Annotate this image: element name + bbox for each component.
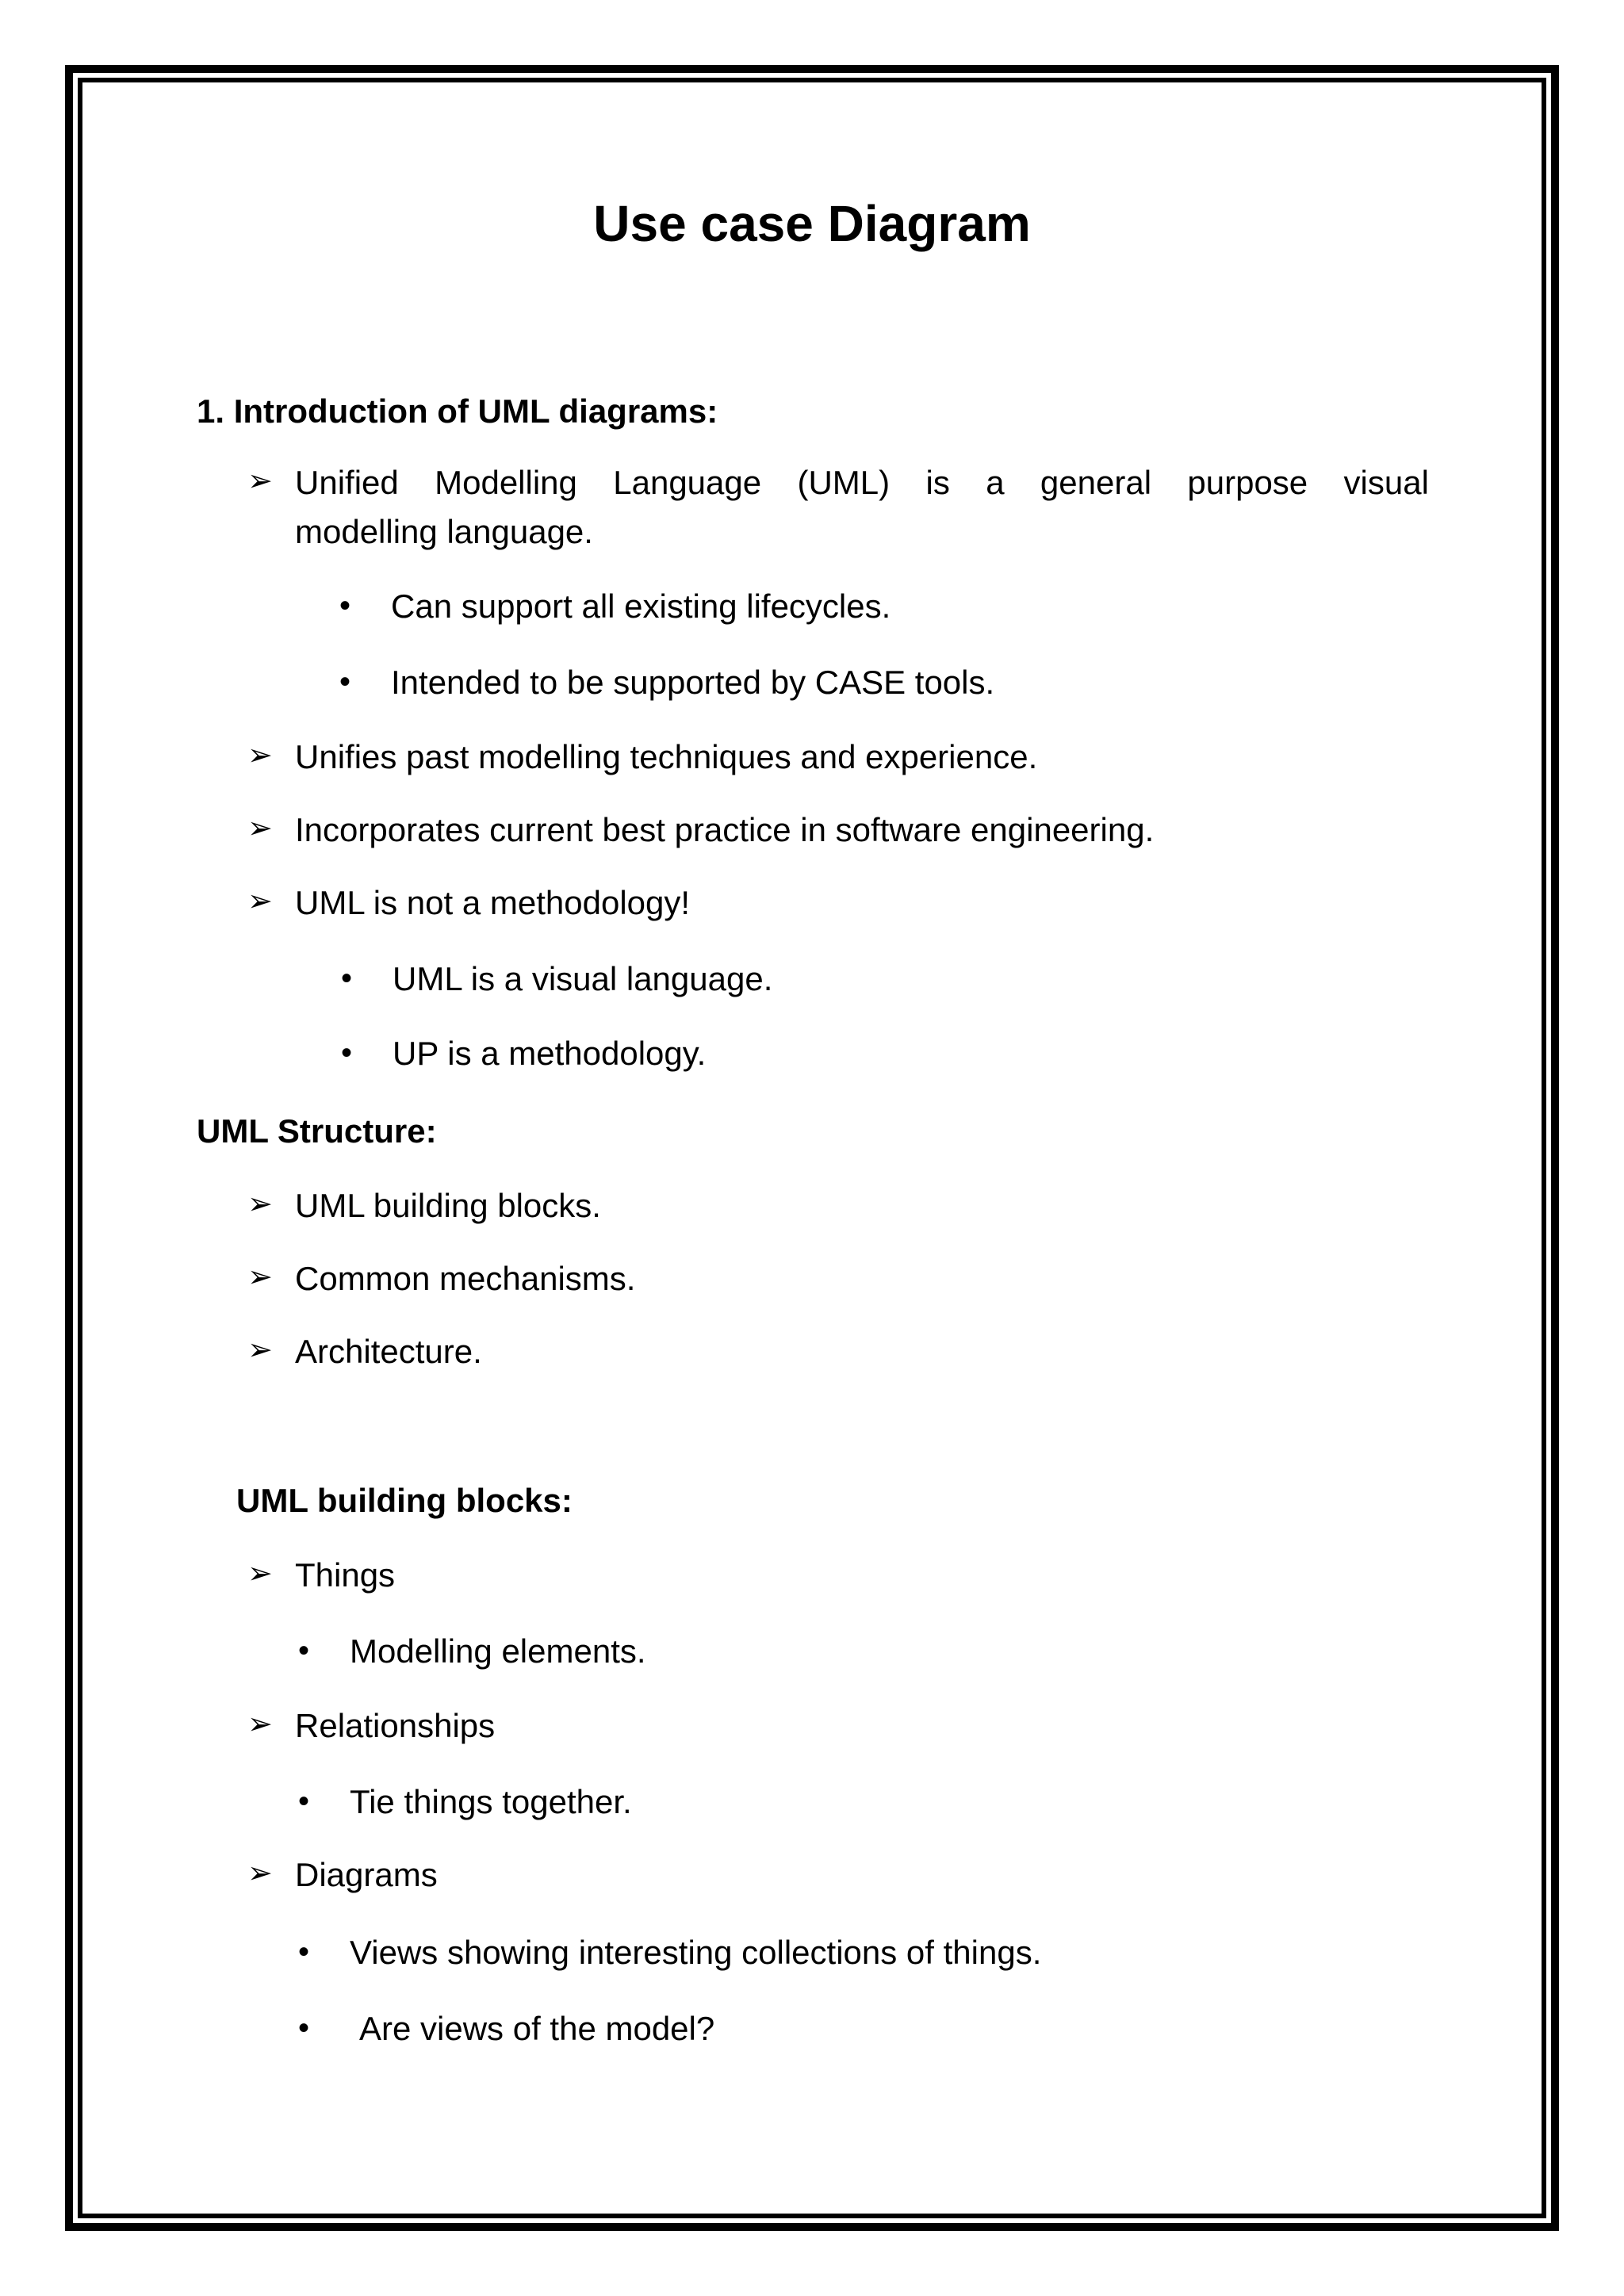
blocks-item2-sub1: Tie things together.: [350, 1783, 632, 1820]
dot-bullet-icon: •: [341, 1035, 353, 1070]
dot-bullet-icon: •: [298, 1784, 310, 1819]
blocks-item1-sub1: Modelling elements.: [350, 1632, 646, 1670]
dot-bullet-icon: •: [339, 664, 351, 699]
intro-item2: Unifies past modelling techniques and experience.: [295, 738, 1038, 775]
arrowhead-bullet-icon: ➢: [247, 1857, 273, 1890]
arrowhead-bullet-icon: ➢: [247, 1334, 273, 1367]
blocks-item3-sub2: Are views of the model?: [359, 2010, 715, 2047]
blocks-item2: Relationships: [295, 1707, 496, 1744]
word: Language: [613, 464, 762, 501]
blocks-heading: UML building blocks:: [236, 1482, 573, 1519]
page-title: Use case Diagram: [593, 195, 1031, 252]
arrowhead-bullet-icon: ➢: [247, 1261, 273, 1294]
intro-item1-line1: [295, 466, 1429, 499]
intro-item1-sub1: Can support all existing lifecycles.: [391, 587, 891, 625]
intro-item4: UML is not a methodology!: [295, 884, 691, 921]
dot-bullet-icon: •: [298, 1633, 310, 1668]
word: is: [925, 464, 950, 501]
word: (UML): [797, 464, 891, 501]
word: purpose: [1187, 464, 1308, 501]
word: Modelling: [435, 464, 577, 501]
arrowhead-bullet-icon: ➢: [247, 1557, 273, 1590]
dot-bullet-icon: •: [298, 1934, 310, 1969]
structure-item2: Common mechanisms.: [295, 1260, 636, 1297]
arrowhead-bullet-icon: ➢: [247, 739, 273, 772]
intro-item1-line2: modelling language.: [295, 513, 593, 550]
word: Unified: [295, 464, 399, 501]
blocks-item3: Diagrams: [295, 1856, 438, 1893]
dot-bullet-icon: •: [339, 588, 351, 623]
blocks-item3-sub1: Views showing interesting collections of things.: [350, 1934, 1042, 1971]
word: a: [986, 464, 1005, 501]
word: visual: [1343, 464, 1429, 501]
dot-bullet-icon: •: [298, 2011, 310, 2045]
arrowhead-bullet-icon: ➢: [247, 465, 273, 498]
arrowhead-bullet-icon: ➢: [247, 1708, 273, 1741]
structure-heading: UML Structure:: [197, 1112, 437, 1150]
intro-item3: Incorporates current best practice in software engineering.: [295, 811, 1155, 848]
blocks-item1: Things: [295, 1556, 396, 1594]
dot-bullet-icon: •: [341, 961, 353, 996]
intro-item4-sub2: UP is a methodology.: [393, 1035, 707, 1072]
word: general: [1040, 464, 1152, 501]
arrowhead-bullet-icon: ➢: [247, 1188, 273, 1221]
arrowhead-bullet-icon: ➢: [247, 885, 273, 918]
intro-item4-sub1: UML is a visual language.: [393, 960, 773, 997]
arrowhead-bullet-icon: ➢: [247, 812, 273, 845]
intro-item1-sub2: Intended to be supported by CASE tools.: [391, 664, 995, 701]
intro-heading: 1. Introduction of UML diagrams:: [197, 392, 718, 430]
structure-item1: UML building blocks.: [295, 1187, 601, 1224]
structure-item3: Architecture.: [295, 1333, 482, 1370]
